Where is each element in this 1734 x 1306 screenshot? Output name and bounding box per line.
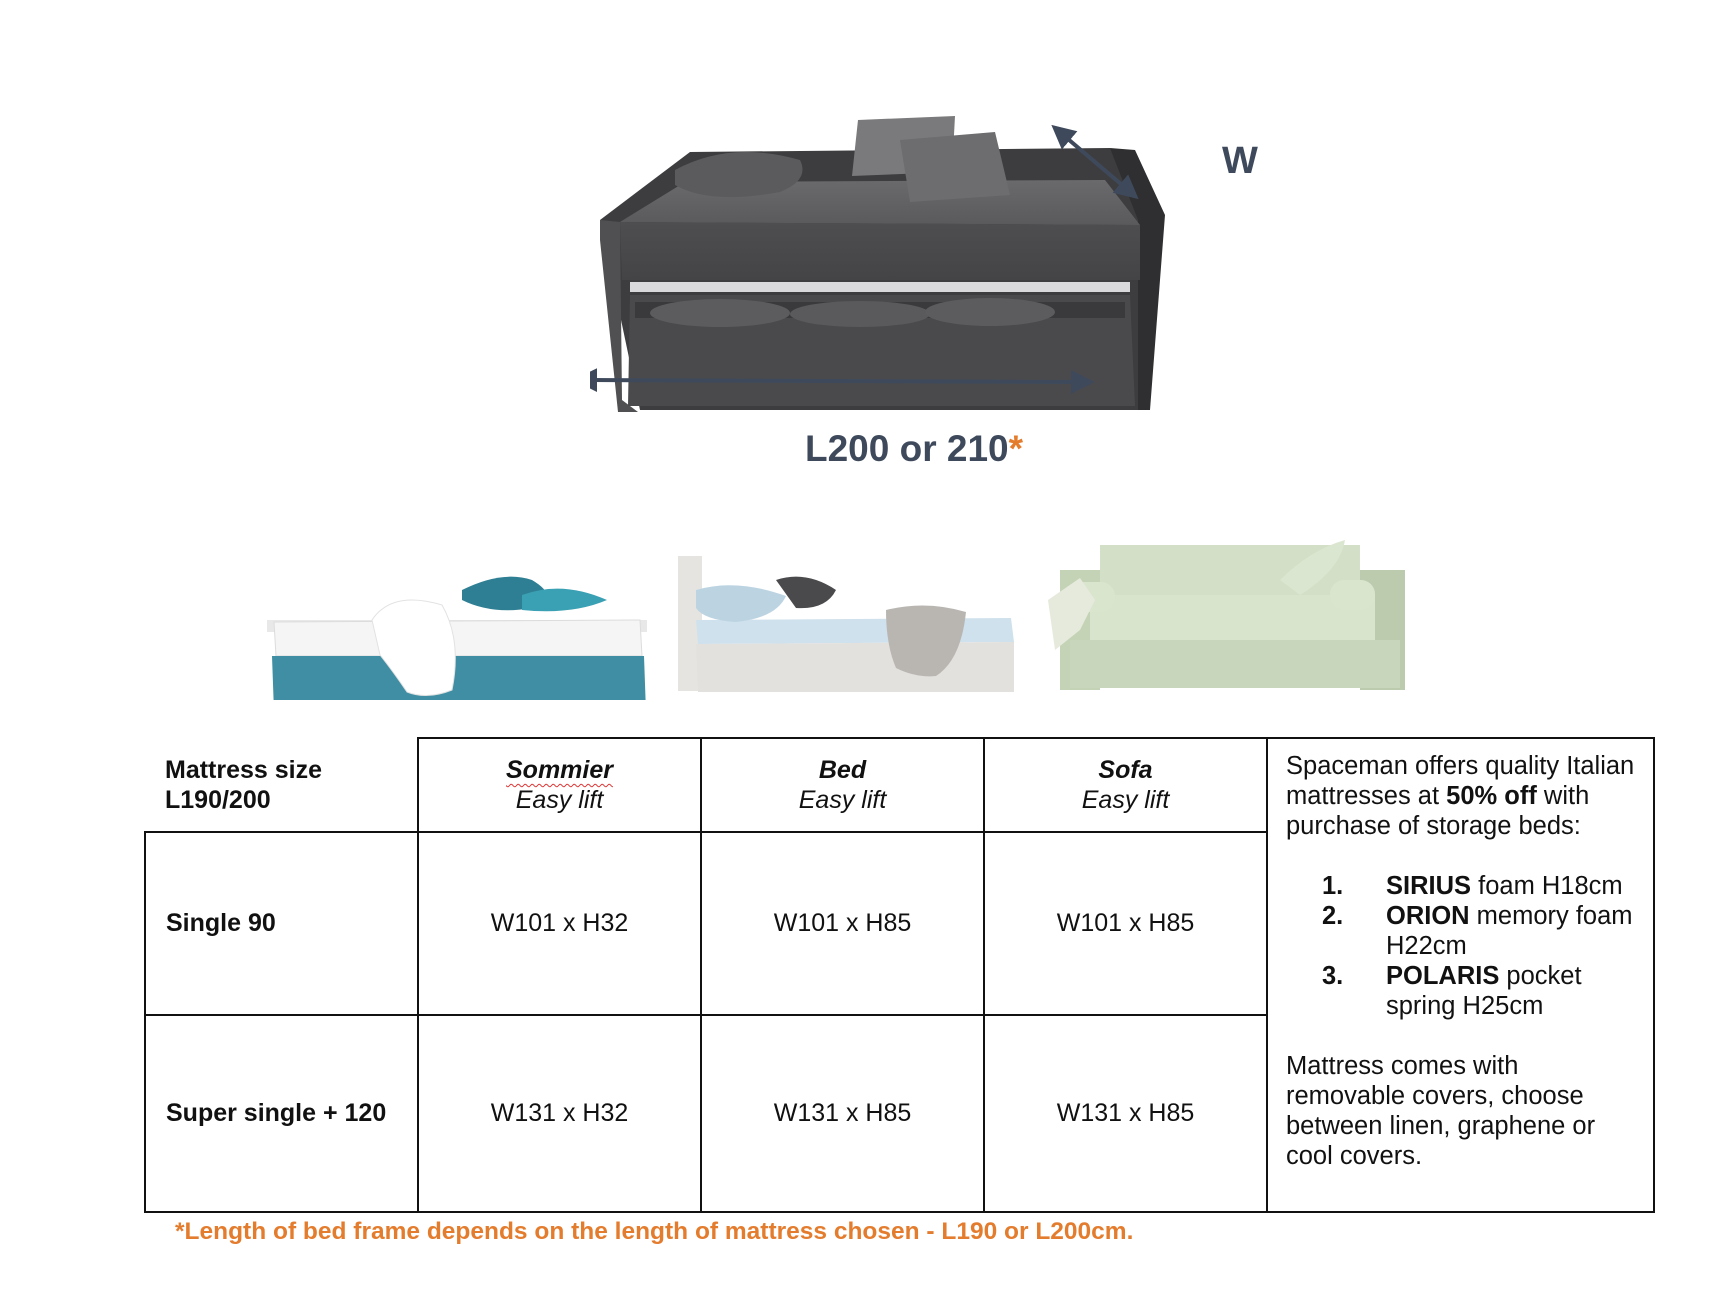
sofa-thumbnail [1040,540,1410,700]
mattress-size-header [145,738,418,832]
table-cell: W101 x H85 [984,832,1267,1015]
offer-outro: Mattress comes with removable covers, choose between linen, graphene or cool covers. [1286,1052,1596,1170]
storage-bed-diagram [590,110,1290,480]
offer-intro [1286,751,1635,841]
sommier-thumbnail [262,560,652,700]
length-asterisk: * [1008,428,1024,469]
length-footnote: *Length of bed frame depends on the length of mattress chosen - L190 or L200cm. [175,1218,1134,1245]
list-text [1386,871,1635,901]
list-number: 1. [1322,872,1344,900]
storage-bed-illustration [590,110,1290,480]
mattress-offer-note [1267,738,1654,1212]
table-cell: W131 x H85 [984,1015,1267,1212]
mattress-name: SIRIUS [1386,872,1472,900]
table-cell: W131 x H32 [418,1015,701,1212]
column-subtitle: Easy lift [1081,786,1170,814]
table-cell: W101 x H32 [418,832,701,1015]
column-name: Sofa [1098,756,1153,784]
column-name: Sommier [506,756,613,784]
length-dimension-label [805,428,1023,470]
mattress-desc: pocket spring H25cm [1386,962,1582,1020]
length-dimension-text: L200 or 210 [805,428,1009,469]
list-item [1286,961,1635,1021]
row-label-single-90: Single 90 [145,832,418,1015]
column-header-bed [701,738,984,832]
mattress-desc: memory foam H22cm [1386,902,1633,960]
list-text [1386,961,1635,1021]
bed-thumbnail [676,550,1016,700]
mattress-size-label: Mattress size [165,755,323,784]
column-subtitle: Easy lift [515,786,604,814]
table-cell: W131 x H85 [701,1015,984,1212]
offer-intro-text: Spaceman offers quality Italian mattresses at [1286,752,1635,810]
product-thumbnails [0,540,1734,700]
mattress-list [1286,871,1635,1021]
table-cell: W101 x H85 [701,832,984,1015]
list-text [1386,901,1635,961]
mattress-name: POLARIS [1386,962,1500,990]
offer-discount: 50% off [1446,782,1537,810]
column-header-sofa [984,738,1267,832]
list-number: 2. [1322,902,1344,930]
list-item [1286,871,1635,901]
size-spec-table [144,737,1655,1213]
mattress-desc: foam H18cm [1471,872,1623,900]
offer-intro-tail: with purchase of storage beds: [1286,782,1590,840]
mattress-name: ORION [1386,902,1470,930]
width-dimension-label: W [1222,140,1258,182]
column-name: Bed [818,756,867,784]
column-header-sommier [418,738,701,832]
list-number: 3. [1322,962,1344,990]
row-label-super-single: Super single + 120 [145,1015,418,1212]
list-item [1286,901,1635,961]
column-subtitle: Easy lift [798,786,887,814]
mattress-length-label: L190/200 [165,785,271,814]
